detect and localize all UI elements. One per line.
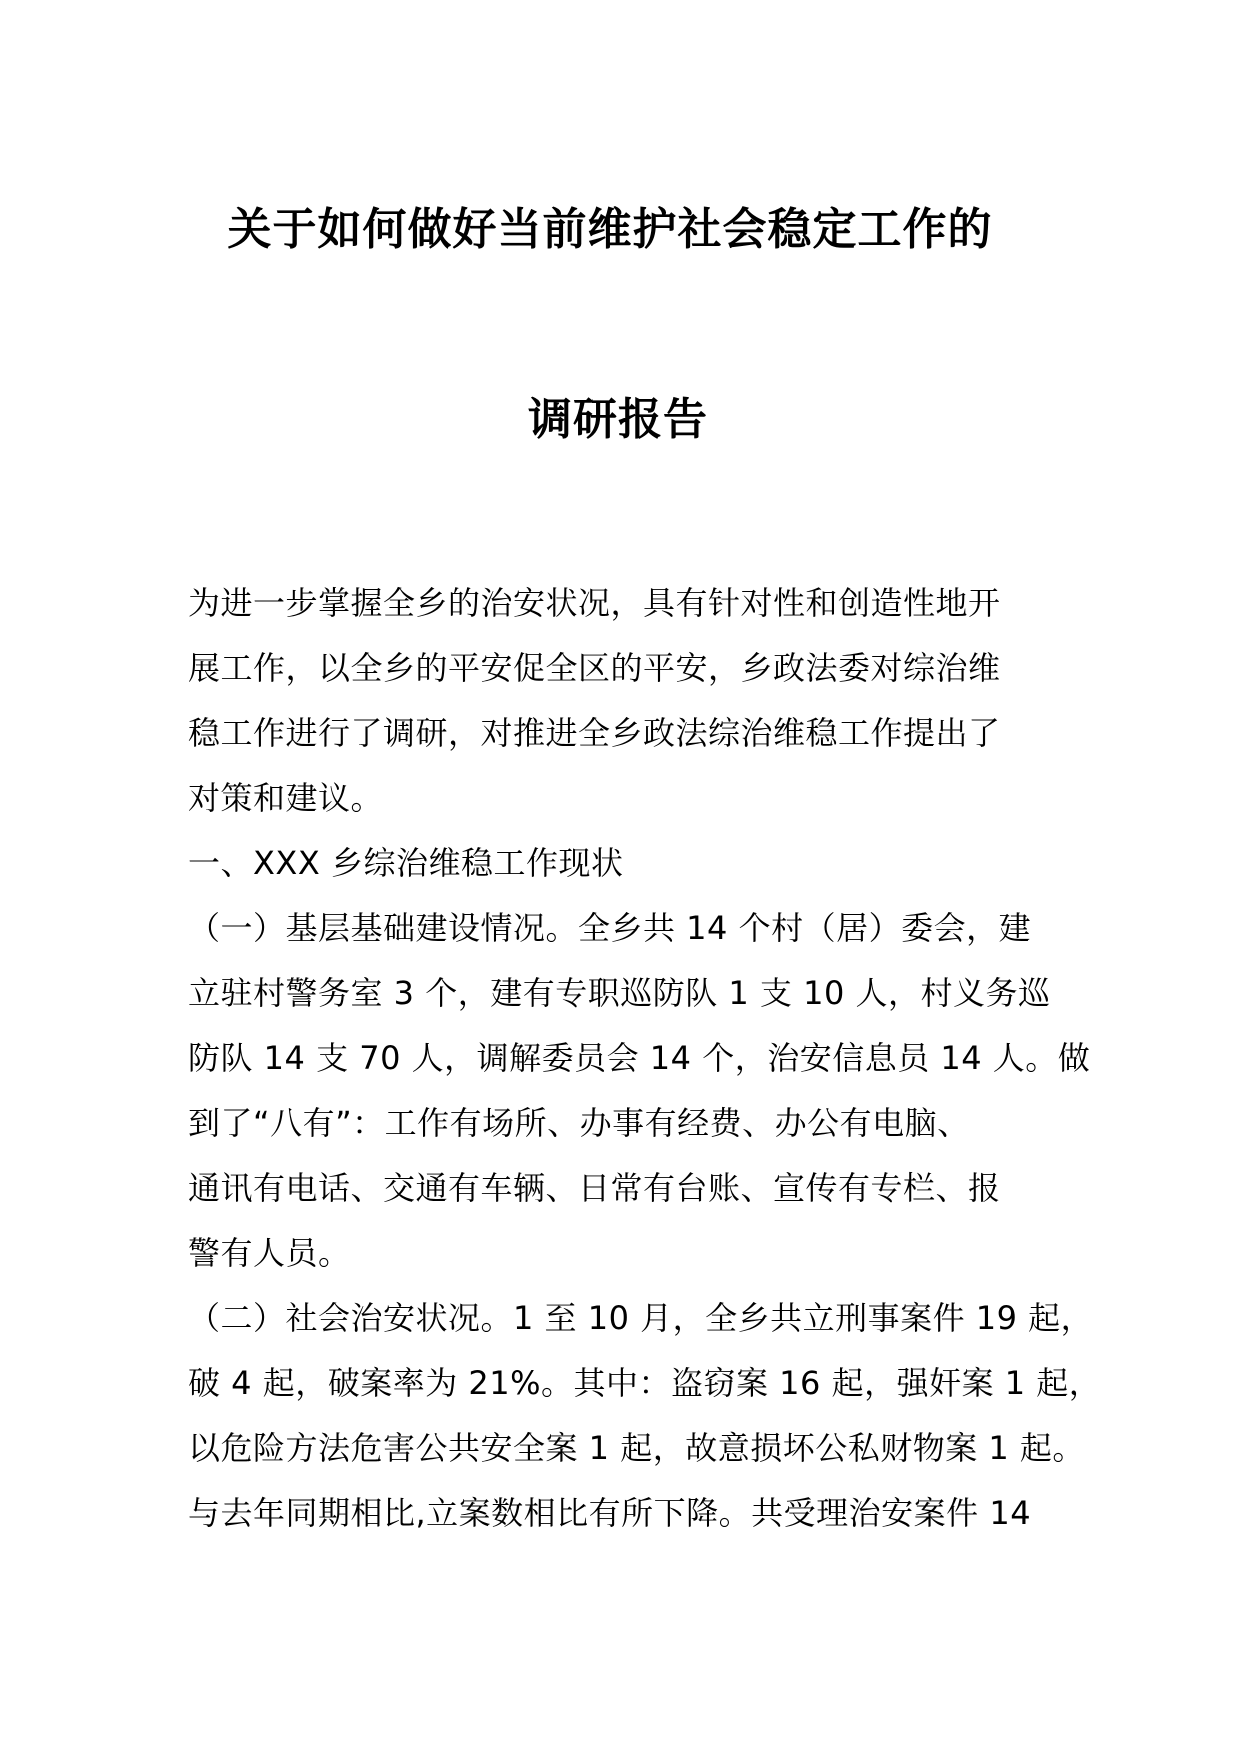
document-body [188,571,1102,1546]
body-line: 防队 14 支 70 人，调解委员会 14 个，治安信息员 14 人。做 [188,1039,1091,1077]
body-line: 对策和建议。 [188,779,384,817]
document-title-line-2: 调研报告 [528,394,708,445]
body-line: 通讯有电话、交通有车辆、日常有台账、宣传有专栏、报 [188,1169,1001,1207]
body-line: 与去年同期相比,立案数相比有所下降。共受理治安案件 14 [188,1494,1032,1532]
body-line: 以危险方法危害公共安全案 1 起，故意损坏公私财物案 1 起。 [188,1429,1085,1467]
body-line: 警有人员。 [188,1234,351,1272]
body-line: 破 4 起，破案率为 21%。其中：盗窃案 16 起，强奸案 1 起， [188,1364,1102,1402]
section-heading: 一、XXX 乡综治维稳工作现状 [188,844,624,882]
body-line: 稳工作进行了调研，对推进全乡政法综治维稳工作提出了 [188,714,1001,752]
body-line: （二）社会治安状况。1 至 10 月，全乡共立刑事案件 19 起， [188,1299,1094,1337]
body-line: 为进一步掌握全乡的治安状况，具有针对性和创造性地开 [188,584,1001,622]
body-line: 立驻村警务室 3 个，建有专职巡防队 1 支 10 人，村义务巡 [188,974,1051,1012]
body-line: 展工作，以全乡的平安促全区的平安，乡政法委对综治维 [188,649,1001,687]
body-line: （一）基层基础建设情况。全乡共 14 个村（居）委会，建 [188,909,1032,947]
body-line: 到了“八有”：工作有场所、办事有经费、办公有电脑、 [188,1104,970,1142]
document-title-line-1: 关于如何做好当前维护社会稳定工作的 [227,204,993,255]
